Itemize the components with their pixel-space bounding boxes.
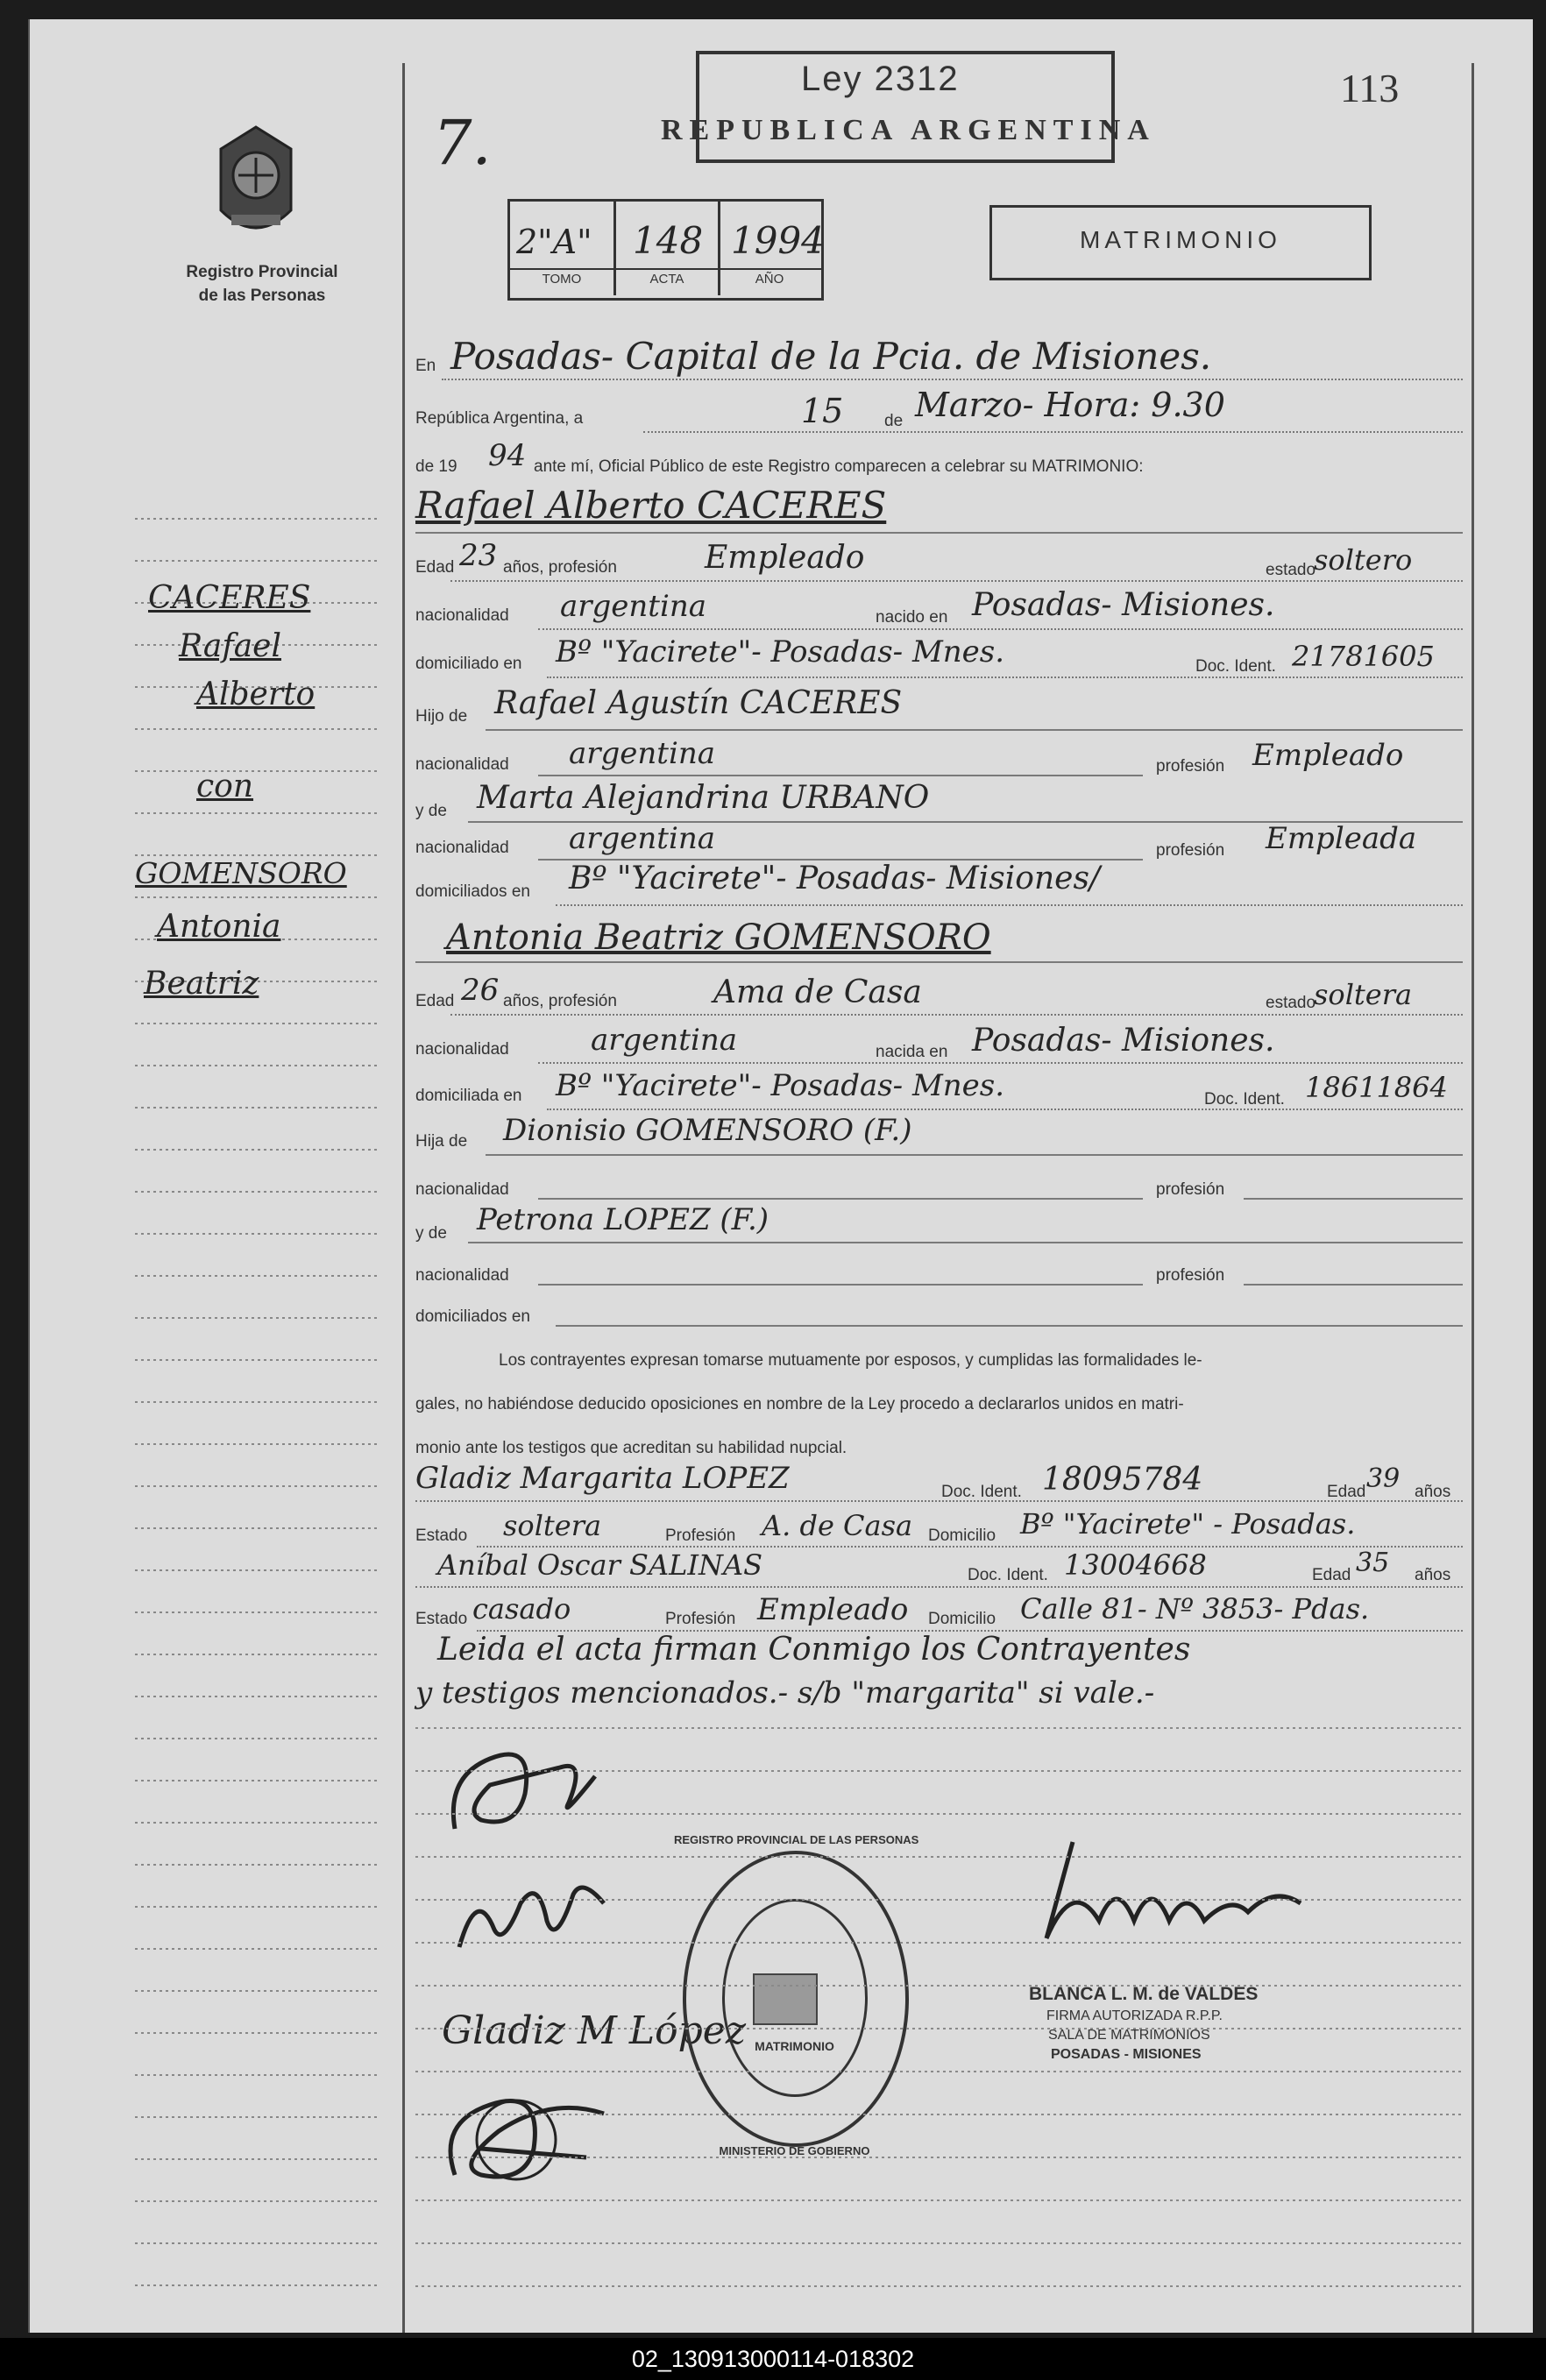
acta-value: 148 — [633, 219, 704, 262]
bride-father: Dionisio GOMENSORO (F.) — [503, 1113, 912, 1148]
witness1-dom: Bº "Yacirete" - Posadas. — [1020, 1507, 1356, 1541]
witness2-name-line — [415, 1586, 1463, 1588]
main-rules — [415, 1623, 1467, 2324]
bride-dom-label: domiciliada en — [415, 1087, 522, 1105]
groom-profesion: Empleado — [705, 540, 865, 576]
margin-surname-groom: CACERES — [148, 580, 311, 616]
margin-surname-bride: GOMENSORO — [135, 856, 347, 890]
groom-hijo-label: Hijo de — [415, 707, 468, 726]
witness2-name: Aníbal Oscar SALINAS — [437, 1548, 762, 1582]
groom-estado: soltero — [1314, 543, 1413, 577]
bride-estado: soltera — [1314, 978, 1413, 1011]
groom-father-prof: Empleado — [1252, 738, 1404, 773]
groom-nac-line — [538, 628, 1463, 630]
official-city: POSADAS - MISIONES — [1051, 2047, 1202, 2062]
groom-mother-prof-label: profesión — [1156, 841, 1225, 860]
margin-firstname-bride: Antonia — [157, 909, 281, 945]
groom-domicilio: Bº "Yacirete"- Posadas- Mnes. — [556, 634, 1005, 669]
declaration-line3: monio ante los testigos que acreditan su habilidad nupcial. — [415, 1439, 847, 1457]
groom-edad-label: Edad — [415, 558, 455, 577]
groom-nac-label: nacionalidad — [415, 606, 509, 625]
groom-doc-label: Doc. Ident. — [1195, 657, 1276, 676]
groom-anos-profesion: años, profesión — [503, 558, 617, 577]
groom-yde-label: y de — [415, 802, 447, 820]
witness2-anos-label: años — [1415, 1566, 1451, 1584]
witness1-estado-label: Estado — [415, 1526, 468, 1545]
margin-middlename-groom: Alberto — [196, 676, 316, 712]
witness2-estado: casado — [472, 1592, 571, 1626]
witness2-edad-label: Edad — [1312, 1566, 1351, 1584]
bride-nacida: Posadas- Misiones. — [972, 1023, 1275, 1059]
bride-father-nac-line — [538, 1198, 1143, 1200]
label-row-divider — [507, 268, 821, 270]
bride-name: Antonia Beatriz GOMENSORO — [446, 917, 991, 958]
bride-mother: Petrona LOPEZ (F.) — [477, 1202, 769, 1237]
date-line — [643, 431, 1463, 433]
groom-mother-nac: argentina — [569, 821, 716, 856]
groom-dom-line — [547, 676, 1463, 678]
ley-label: Ley 2312 — [801, 60, 960, 98]
bride-estado-label: estado — [1266, 994, 1316, 1012]
official-name: BLANCA L. M. de VALDES — [1029, 1984, 1259, 2004]
register-page — [28, 19, 1533, 2333]
bride-father-line — [486, 1154, 1463, 1156]
groom-dom-label: domiciliado en — [415, 655, 522, 673]
margin-firstname-groom: Rafael — [179, 628, 281, 664]
bride-nacionalidad: argentina — [591, 1023, 738, 1058]
witness1-dom-label: Domicilio — [928, 1526, 996, 1545]
witness2-doc-label: Doc. Ident. — [968, 1566, 1048, 1584]
de-label: de — [884, 412, 904, 430]
bride-nacida-label: nacida en — [876, 1043, 948, 1061]
declaration-line1: Los contrayentes expresan tomarse mutuamente por esposos, y cumplidas las formalidades le- — [499, 1351, 1202, 1370]
acta-label: ACTA — [649, 272, 684, 287]
witness1-age: 39 — [1366, 1463, 1401, 1494]
seal-bottom-text: MINISTERIO DE GOBIERNO — [719, 2144, 870, 2157]
groom-name: Rafael Alberto CACERES — [415, 484, 887, 527]
bride-mother-nac-line — [538, 1284, 1143, 1286]
bride-domicilio: Bº "Yacirete"- Posadas- Mnes. — [556, 1068, 1005, 1103]
tomo-label: TOMO — [542, 272, 582, 287]
en-label: En — [415, 357, 436, 375]
place-line — [442, 379, 1463, 380]
republic-title: REPUBLICA ARGENTINA — [661, 114, 1156, 146]
witness1-estado: soltera — [503, 1509, 602, 1542]
witness1-anos-label: años — [1415, 1483, 1451, 1501]
witness2-doc: 13004668 — [1064, 1548, 1207, 1582]
bride-doc: 18611864 — [1305, 1071, 1448, 1104]
year-suffix: 94 — [488, 438, 527, 473]
witness1-prof: A. de Casa — [762, 1509, 913, 1542]
groom-father-nac: argentina — [569, 736, 716, 771]
groom-father: Rafael Agustín CACERES — [494, 685, 903, 721]
groom-name-line — [415, 532, 1463, 534]
ano-value: 1994 — [731, 219, 825, 262]
ano-label: AÑO — [755, 272, 784, 287]
groom-parents-dom-line — [556, 904, 1463, 906]
bride-edad-line — [450, 1014, 1463, 1016]
registry-logo — [212, 123, 300, 250]
seal-ring-text: REGISTRO PROVINCIAL DE LAS PERSONAS — [674, 1833, 919, 1846]
groom-father-nac-line — [538, 775, 1143, 776]
registry-name-line1: Registro Provincial — [186, 263, 338, 281]
republica-label: República Argentina, a — [415, 409, 584, 428]
groom-parents-dom-label: domiciliados en — [415, 882, 530, 901]
witness2-age: 35 — [1356, 1548, 1390, 1578]
groom-nacido-label: nacido en — [876, 608, 948, 627]
bride-edad-label: Edad — [415, 992, 455, 1010]
bride-anos-profesion: años, profesión — [503, 992, 617, 1010]
bride-mother-line — [468, 1242, 1463, 1243]
page-number: 113 — [1340, 66, 1400, 110]
witness2-prof-label: Profesión — [665, 1610, 736, 1628]
groom-parents-dom: Bº "Yacirete"- Posadas- Misiones/ — [569, 861, 1101, 896]
witness1-doc-label: Doc. Ident. — [941, 1483, 1022, 1501]
witness2-prof: Empleado — [757, 1592, 909, 1627]
witness1-name-line — [415, 1500, 1463, 1502]
witness1-prof-label: Profesión — [665, 1526, 736, 1545]
bride-doc-label: Doc. Ident. — [1204, 1090, 1285, 1109]
witness2-estado-label: Estado — [415, 1610, 468, 1628]
bride-name-line — [415, 961, 1463, 963]
official-office: SALA DE MATRIMONIOS — [1048, 2028, 1210, 2043]
groom-mother-prof: Empleada — [1266, 821, 1417, 856]
groom-father-prof-label: profesión — [1156, 757, 1225, 776]
margin-mark: 7. — [433, 107, 492, 179]
year-prefix: de 19 — [415, 457, 457, 476]
place-value: Posadas- Capital de la Pcia. de Misiones. — [450, 335, 1212, 378]
groom-father-line — [486, 729, 1463, 731]
month-hour-value: Marzo- Hora: 9.30 — [915, 386, 1225, 424]
witness1-estado-line — [477, 1546, 1463, 1548]
witness2-dom: Calle 81- Nº 3853- Pdas. — [1020, 1592, 1370, 1626]
bride-father-prof-line — [1244, 1198, 1463, 1200]
bride-dom-line — [547, 1109, 1463, 1110]
groom-mother: Marta Alejandrina URBANO — [477, 780, 930, 816]
intro-text: ante mí, Oficial Público de este Registro comparecen a celebrar su MATRIMONIO: — [534, 457, 1144, 476]
right-column-divider — [1472, 63, 1474, 2333]
witness1-name: Gladiz Margarita LOPEZ — [415, 1461, 790, 1496]
act-type-label: MATRIMONIO — [1080, 226, 1281, 253]
left-column-divider — [402, 63, 405, 2333]
declaration-line2: gales, no habiéndose deducido oposiciones en nombre de la Ley procedo a declararlos unidos en matri- — [415, 1395, 1184, 1413]
witness1-edad-label: Edad — [1327, 1483, 1366, 1501]
image-id-footer: 02_130913000114-018302 — [0, 2338, 1546, 2380]
witness1-signature: Gladiz M López — [442, 2008, 746, 2053]
bride-parents-dom-line — [556, 1325, 1463, 1327]
groom-edad: 23 — [459, 538, 498, 573]
bride-edad: 26 — [461, 973, 500, 1008]
day-value: 15 — [801, 392, 844, 430]
registry-name-line2: de las Personas — [198, 287, 326, 305]
official-title: FIRMA AUTORIZADA R.P.P. — [1046, 2008, 1223, 2023]
bride-parents-dom-label: domiciliados en — [415, 1307, 530, 1326]
bride-nac-line — [538, 1062, 1463, 1064]
bride-hija-label: Hija de — [415, 1132, 468, 1151]
tomo-value: 2"A" — [516, 223, 592, 261]
bride-profesion: Ama de Casa — [713, 974, 922, 1010]
groom-nacido: Posadas- Misiones. — [972, 587, 1275, 623]
groom-mother-nac-label: nacionalidad — [415, 839, 509, 857]
witness2-dom-label: Domicilio — [928, 1610, 996, 1628]
left-margin-rules — [30, 19, 293, 2333]
closing-line1: Leida el acta firman Conmigo los Contrayentes — [437, 1632, 1191, 1668]
witness1-doc: 18095784 — [1042, 1462, 1203, 1498]
margin-con: con — [196, 769, 254, 804]
bride-mother-nac-label: nacionalidad — [415, 1266, 509, 1285]
bride-father-nac-label: nacionalidad — [415, 1180, 509, 1199]
closing-line2: y testigos mencionados.- s/b "margarita" si vale.- — [415, 1675, 1155, 1711]
bride-mother-prof-line — [1244, 1284, 1463, 1286]
bride-yde-label: y de — [415, 1224, 447, 1243]
seal-inner-text: MATRIMONIO — [755, 2039, 834, 2053]
groom-doc: 21781605 — [1292, 640, 1435, 673]
margin-middlename-bride: Beatriz — [144, 966, 259, 1002]
bride-nac-label: nacionalidad — [415, 1040, 509, 1059]
groom-estado-label: estado — [1266, 561, 1316, 579]
groom-nacionalidad: argentina — [560, 589, 707, 624]
groom-father-nac-label: nacionalidad — [415, 755, 509, 774]
bride-mother-prof-label: profesión — [1156, 1266, 1225, 1285]
bride-father-prof-label: profesión — [1156, 1180, 1225, 1199]
groom-edad-line — [450, 580, 1463, 582]
